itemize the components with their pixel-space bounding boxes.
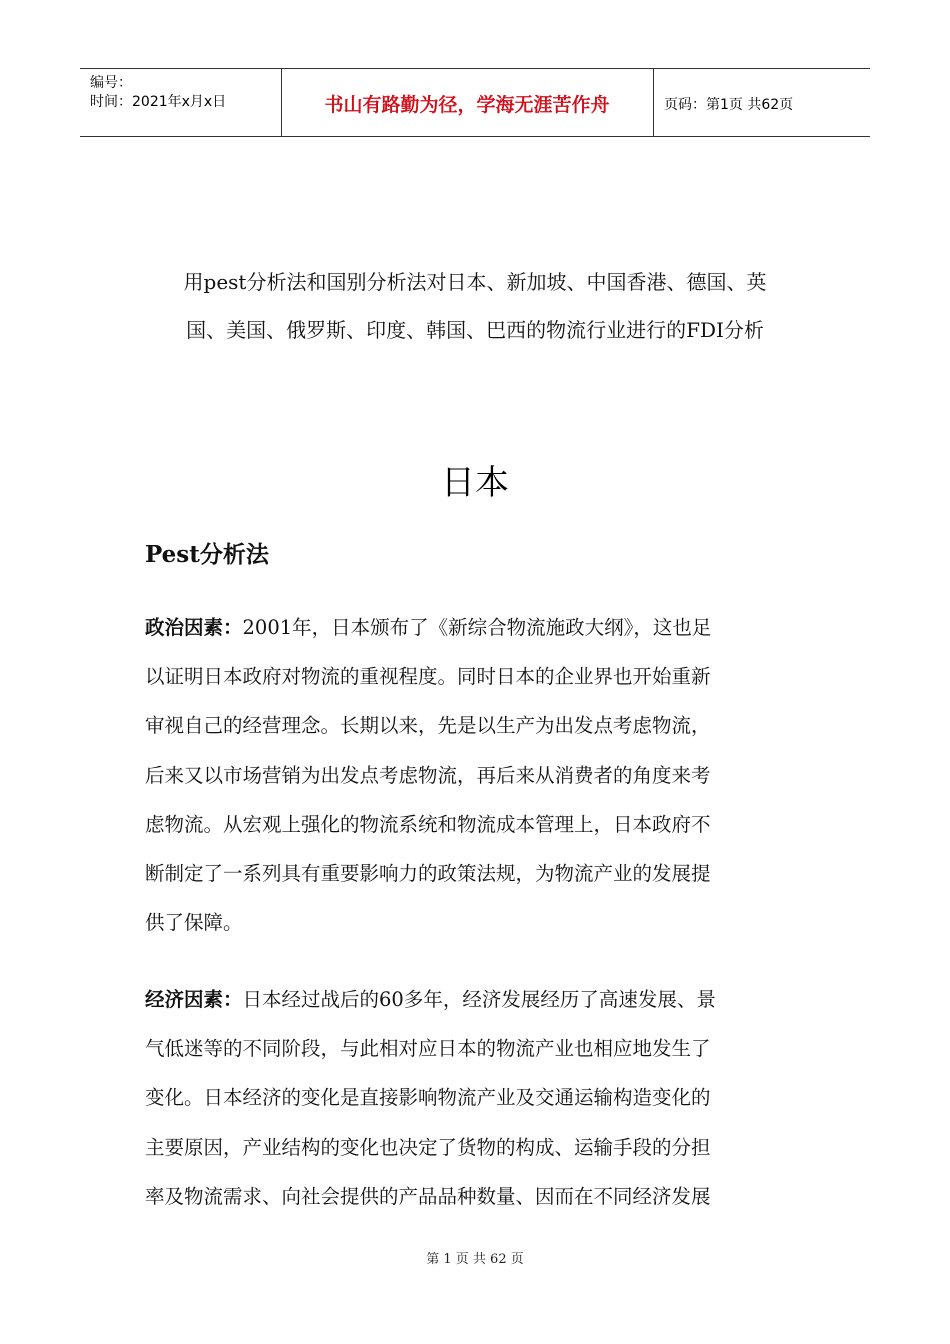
paragraph-line: 政治因素：2001年，日本颁布了《新综合物流施政大纲》，这也足 (145, 616, 712, 639)
political-paragraph (145, 603, 805, 947)
paragraph-line: 率及物流需求、向社会提供的产品品种数量、因而在不同经济发展 (145, 1184, 711, 1208)
header-page-info: 页码：第1页 共62页 (664, 97, 794, 113)
paragraph-line: 以证明日本政府对物流的重视程度。同时日本的企业界也开始重新 (145, 665, 711, 689)
paragraph-line: 供了保障。 (145, 911, 243, 935)
paragraph-line: 变化。日本经济的变化是直接影响物流产业及交通运输构造变化的 (145, 1086, 711, 1110)
paragraph-line: 虑物流。从宏观上强化的物流系统和物流成本管理上，日本政府不 (145, 812, 711, 836)
header-divider-right (653, 68, 654, 136)
paragraph-line: 审视自己的经营理念。长期以来，先是以生产为出发点考虑物流， (145, 714, 711, 738)
document-title-line-1: 用pest分析法和国别分析法对日本、新加坡、中国香港、德国、英 (183, 270, 767, 294)
political-label: 政治因素： (145, 616, 243, 639)
document-title-line-2: 国、美国、俄罗斯、印度、韩国、巴西的物流行业进行的FDI分析 (186, 318, 764, 342)
paragraph-line: 主要原因，产业结构的变化也决定了货物的构成、运输手段的分担 (145, 1135, 711, 1159)
header-top-rule (80, 68, 870, 69)
country-heading: 日本 (441, 463, 509, 503)
economic-paragraph (145, 975, 805, 1221)
header-date: 时间：2021年x月x日 (90, 94, 227, 110)
paragraph-line: 经济因素：日本经过战后的60多年，经济发展经历了高速发展、景 (145, 988, 716, 1011)
header-number-label: 编号： (90, 75, 132, 91)
header-bottom-rule (80, 136, 870, 137)
page-footer: 第 1 页 共 62 页 (426, 1252, 524, 1267)
paragraph-line: 气低迷等的不同阶段，与此相对应日本的物流产业也相应地发生了 (145, 1037, 711, 1061)
paragraph-line: 断制定了一系列具有重要影响力的政策法规，为物流产业的发展提 (145, 862, 711, 886)
economic-label: 经济因素： (145, 988, 243, 1011)
header-motto: 书山有路勤为径，学海无涯苦作舟 (324, 94, 610, 116)
paragraph-line: 后来又以市场营销为出发点考虑物流，再后来从消费者的角度来考 (145, 763, 711, 787)
document-title (145, 258, 805, 354)
method-heading: Pest分析法 (145, 541, 269, 568)
